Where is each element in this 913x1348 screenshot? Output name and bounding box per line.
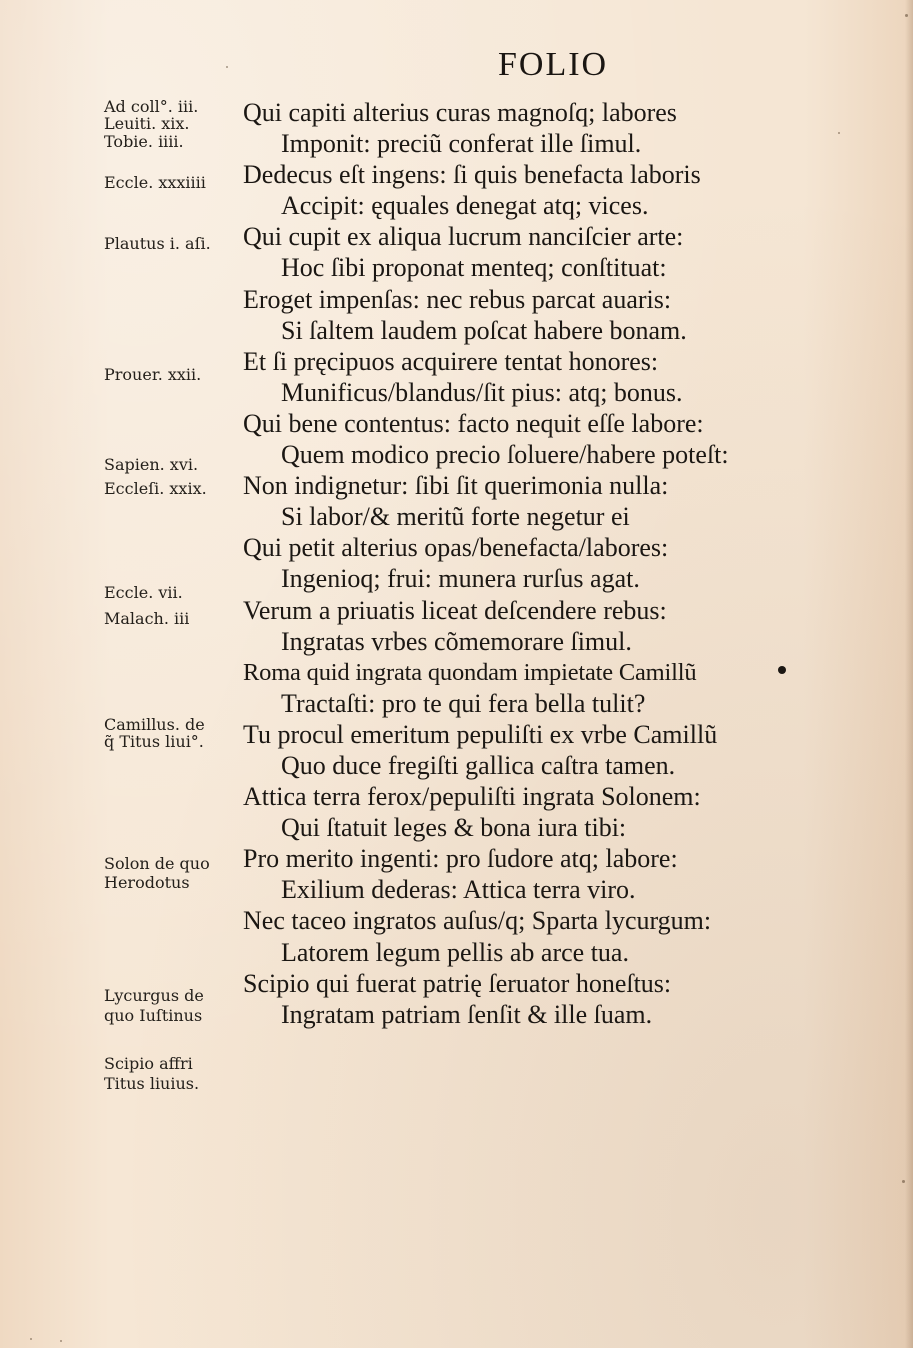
folio-header: FOLIO (498, 46, 609, 83)
margin-note: Herodotus (104, 873, 190, 892)
verse-line: Ingenioq; frui: munera rurſus agat. (281, 564, 640, 594)
verse-line: Imponit: preciũ conferat ille ſimul. (281, 129, 642, 159)
verse-line: Dedecus eſt ingens: ſi quis benefacta laboris (243, 160, 701, 190)
paper-speck (902, 1180, 905, 1183)
verse-line: Quem modico precio ſoluere/habere poteſt: (281, 440, 729, 470)
margin-note: Camillus. de (104, 715, 205, 734)
margin-note: Scipio affri (104, 1054, 193, 1073)
paragraph-mark-icon (778, 666, 786, 674)
margin-note: Titus liuius. (104, 1074, 200, 1093)
verse-line: Si ſaltem laudem poſcat habere bonam. (281, 315, 687, 345)
verse-line: Roma quid ingrata quondam impietate Camillũ (243, 658, 697, 686)
verse-block (0, 97, 913, 1030)
margin-note: Solon de quo (104, 854, 210, 873)
paper-speck (905, 14, 908, 17)
paper-speck (60, 1340, 62, 1342)
verse-line: Nec taceo ingratos auſus/q; Sparta lycurgum: (243, 906, 712, 936)
paper-speck (226, 66, 228, 68)
margin-note: Sapien. xvi. (104, 455, 199, 474)
verse-line: Pro merito ingenti: pro ſudore atq; labore: (243, 844, 678, 874)
verse-line: Et ſi pręcipuos acquirere tentat honores: (243, 346, 659, 376)
verse-line: Ingratas vrbes cõmemorare ſimul. (281, 626, 632, 656)
verse-line: Verum a priuatis liceat deſcendere rebus: (243, 595, 667, 625)
verse-line: Si labor/& meritũ forte negetur ei (281, 502, 630, 532)
verse-line: Qui capiti alterius curas magnoſq; labores (243, 98, 677, 127)
margin-note: q̃ Titus liui°. (104, 732, 204, 751)
verse-line: Hoc ſibi proponat menteq; conſtituat: (281, 253, 667, 283)
verse-line: Latorem legum pellis ab arce tua. (281, 937, 629, 967)
margin-note: Eccle. vii. (104, 583, 183, 602)
paper-speck (838, 132, 840, 134)
paper-speck (30, 1338, 32, 1340)
verse-line: Eroget impenſas: nec rebus parcat auaris: (243, 284, 672, 314)
verse-line: Munificus/blandus/ſit pius: atq; bonus. (281, 377, 683, 407)
verse-line: Qui cupit ex aliqua lucrum nanciſcier arte: (243, 222, 684, 252)
verse-line: Qui bene contentus: facto nequit eſſe labore: (243, 408, 704, 438)
verse-line: Attica terra ferox/pepuliſti ingrata Solonem: (243, 782, 701, 812)
verse-line: Quo duce fregiſti gallica caſtra tamen. (281, 750, 676, 780)
verse-line: Scipio qui fuerat patrię ſeruator honeſtus: (243, 968, 672, 998)
margin-note: Leuiti. xix. (104, 114, 190, 133)
margin-note: Eccle. xxxiiii (104, 173, 206, 192)
margin-note: Ad coll°. iii. (104, 97, 199, 116)
margin-note: Prouer. xxii. (104, 365, 202, 384)
verse-line: Qui ſtatuit leges & bona iura tibi: (281, 813, 627, 843)
verse-line: Tractaſti: pro te qui fera bella tulit? (281, 688, 646, 718)
margin-note: Eccleſi. xxix. (104, 479, 207, 498)
verse-line: Ingratam patriam ſenſit & ille ſuam. (281, 999, 653, 1029)
margin-note: Malach. iii (104, 609, 190, 628)
margin-note: Lycurgus de (104, 986, 204, 1005)
verse-line: Qui petit alterius opas/benefacta/labores: (243, 533, 669, 563)
verse-line: Tu procul emeritum pepuliſti ex vrbe Camillũ (243, 719, 718, 749)
margin-note: quo Iuſtinus (104, 1006, 203, 1025)
verse-line: Exilium dederas: Attica terra viro. (281, 875, 636, 905)
verse-line: Accipit: ęquales denegat atq; vices. (281, 191, 649, 221)
margin-note: Tobie. iiii. (104, 132, 184, 151)
margin-note: Plautus i. aſi. (104, 234, 211, 253)
verse-line: Non indignetur: ſibi ſit querimonia nulla: (243, 471, 669, 501)
